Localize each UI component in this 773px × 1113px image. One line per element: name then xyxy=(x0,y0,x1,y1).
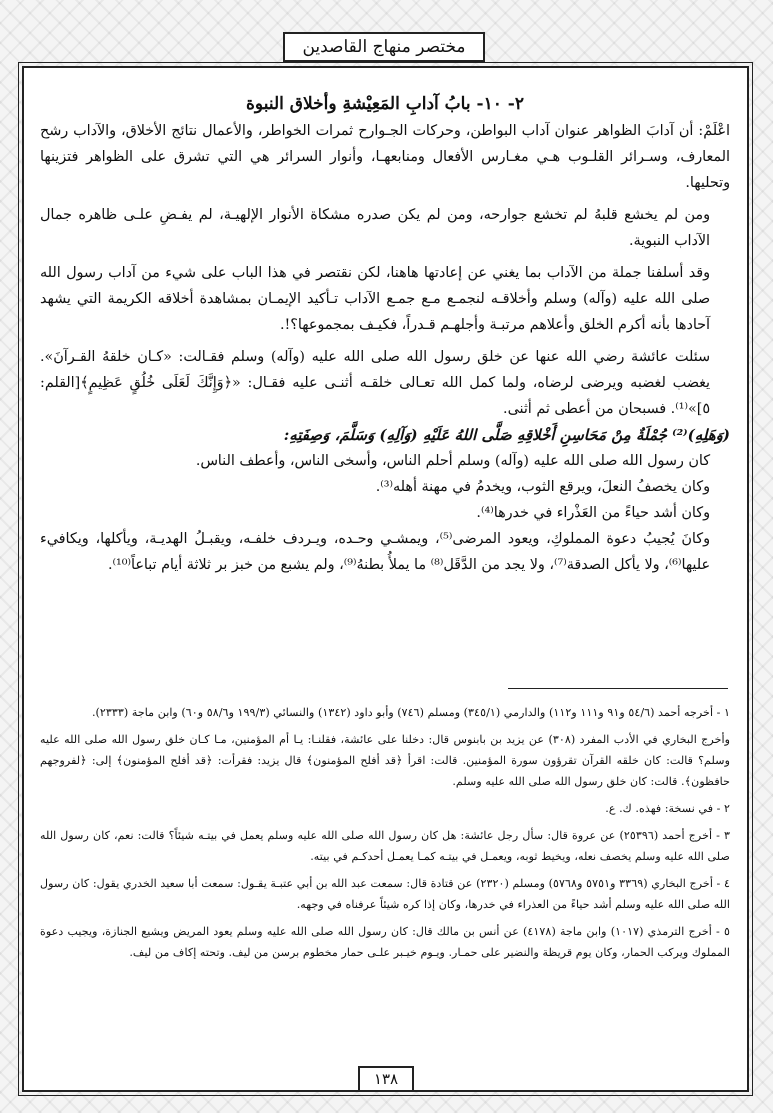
main-text xyxy=(40,118,730,578)
footnote: ١ - أخرجه أحمد (٥٤/٦ و٩١ و١١١ و١١٢) والدارمي (٣٤٥/١) ومسلم (٧٤٦) وأبو داود (١٣٤٢) والنسائي (١٩٩/٣ و٥٨/٦ و٦٠) وابن ماجة (٢٣٣٣). xyxy=(91,706,730,719)
virtues-heading: (وَهَلِهِ)⁽²⁾ جُمْلَةٌ مِنْ مَحَاسِنِ أَخْلاقِهِ صَلَّى اللهُ عَلَيْهِ (وَآلِهِ) وَسَلَّمَ، وَصِفَتِهِ: xyxy=(283,426,730,444)
virtue-item: كان رسول الله صلى الله عليه (وآله) وسلم أحلم الناس، وأسخى الناس، وأعطف الناس. xyxy=(195,453,710,469)
page-number: ١٣٨ xyxy=(373,1070,399,1088)
virtue-item: وكان أشد حياءً من العَذْراء في خدرها⁽⁴⁾. xyxy=(476,505,710,521)
footnote: وأخرج البخاري في الأدب المفرد (٣٠٨) عن يزيد بن بابنوس قال: دخلنا على عائشة، فقلنـا: يـا أم المؤمنين، مـا كـان خلق رسول الله صلى الله عليه وسلم؟ قالت: كان خلقه القرآن تقرؤون سورة المؤمنين. قالت: اقرأ ﴿قد أفلح المؤمنون﴾ قال يزيد: فقرأت: ﴿قد أفلح المؤمنون﴾ إلى: ﴿لفروجهم حافظون﴾. قالت: كان خلق رسول الله صلى الله عليه وسلم. xyxy=(40,733,730,788)
footnotes xyxy=(40,702,730,963)
footnote-divider xyxy=(508,688,728,689)
paragraph: ومن لم يخشع قلبهُ لم تخشع جوارحه، ومن لم يكن صدره مشكاة الأنوار الإلهيـة، لم يفـضِ علـى ظاهره جمال الآداب النبوية. xyxy=(40,207,710,249)
paragraph: سئلت عائشة رضي الله عنها عن خلق رسول الله صلى الله عليه (وآله) وسلم فقـالت: «كـان خلقهُ القـرآنَ». يغضب لغضبه ويرضى لرضاه، ولما كمل الله تعـالى خلقـه أثنـى عليه فقـال: «﴿وَإِنَّكَ لَعَلَى خُلُقٍ عَظِيمٍ﴾[القلم: ٥]»⁽¹⁾. فسبحان من أعطى ثم أثنى. xyxy=(40,349,710,417)
virtue-item: وكانَ يُجيبُ دعوة المملوكِ، ويعود المرضى⁽⁵⁾، ويمشـي وحـده، ويـردف خلفـه، ويقبـلُ الهديـة، ويأكلها، ويكافيء عليها⁽⁶⁾، ولا يأكل الصدقة⁽⁷⁾، ولا يجد من الدَّقَل⁽⁸⁾ ما يملأُ بطنهُ⁽⁹⁾، ولم يشبع من خبز بر ثلاثة أيام تباعاً⁽¹⁰⁾. xyxy=(40,531,710,573)
book-title: مختصر منهاج القاصدين xyxy=(302,37,466,57)
section-title: ٢- ١٠- بابُ آدابِ المَعِيْشةِ وأخلاق النبوة xyxy=(246,94,524,114)
footnote: ٣ - أخرج أحمد (٢٥٣٩٦) عن عروة قال: سأل رجل عائشة: هل كان رسول الله صلى الله عليه وسلم يعمل في بيتـه شيئاً؟ قالت: نعم، كان رسول الله صلى الله عليه وسلم يخصف نعله، ويخيط ثوبه، ويعمـل في بيتـه كمـا يعمـل أحدكـم في بيته. xyxy=(40,829,730,863)
paragraph: اعْلَمْ: أن آدابَ الظواهر عنوان آداب البواطن، وحركات الجـوارح ثمرات الخواطر، والأعمال نتائج الأخلاق، والآداب رشح المعارف، وسـرائر القلـوب هـي مغـارس الأفعال ومنابعهـا، وأنوار السرائر هي التي تشرق على الظواهر فتزينها وتحليها. xyxy=(40,123,730,191)
footnote: ٤ - أخرج البخاري (٣٣٦٩ و٥٧٥١ و٥٧٦٨) ومسلم (٢٣٢٠) عن قتادة قال: سمعت عبد الله بن أبي عتبـة يقـول: سمعت أبا سعيد الخدري يقول: كان رسول الله صلى الله عليه وسلم أشد حياءً من العذراء في خدرها، وكان إذا كره شيئاً عرفناه في وجهه. xyxy=(40,877,730,911)
running-header xyxy=(283,32,485,62)
virtue-item: وكان يخصفُ النعلَ، ويرقع الثوب، ويخدمُ في مهنة أهله⁽³⁾. xyxy=(375,479,710,495)
paragraph: وقد أسلفنا جملة من الآداب بما يغني عن إعادتها هاهنا، لكن نقتصر في هذا الباب على شيء من آداب رسول الله صلى الله عليه (وآله) وسلم وأخلاقـه لنجمـع مـع جمـع الآداب تـأكيد الإيمـان بمشاهدة أخلاقه الكريمة التي يشهد آحادها بأنه أكرم الخلق وأعلاهم مرتبـة وأجلهـم قـدراً، فكيـف بمجموعها؟!. xyxy=(40,265,710,333)
footnote: ٢ - في نسخة: فهذه. ك. ع. xyxy=(605,802,730,815)
footnote: ٥ - أخرج الترمذي (١٠١٧) وابن ماجة (٤١٧٨) عن أنس بن مالك قال: كان رسول الله صلى الله عليه وسلم يعود المريض ويشيع الجنازة، ويجيب دعوة المملوك ويركب الحمار، وكان يوم قريظة والنضير على حمـار. ويـوم خيـبر علـى حمار مخطوم برسن من ليف. وتحته إكاف من ليف. xyxy=(40,925,730,959)
page-number-box xyxy=(358,1066,414,1092)
